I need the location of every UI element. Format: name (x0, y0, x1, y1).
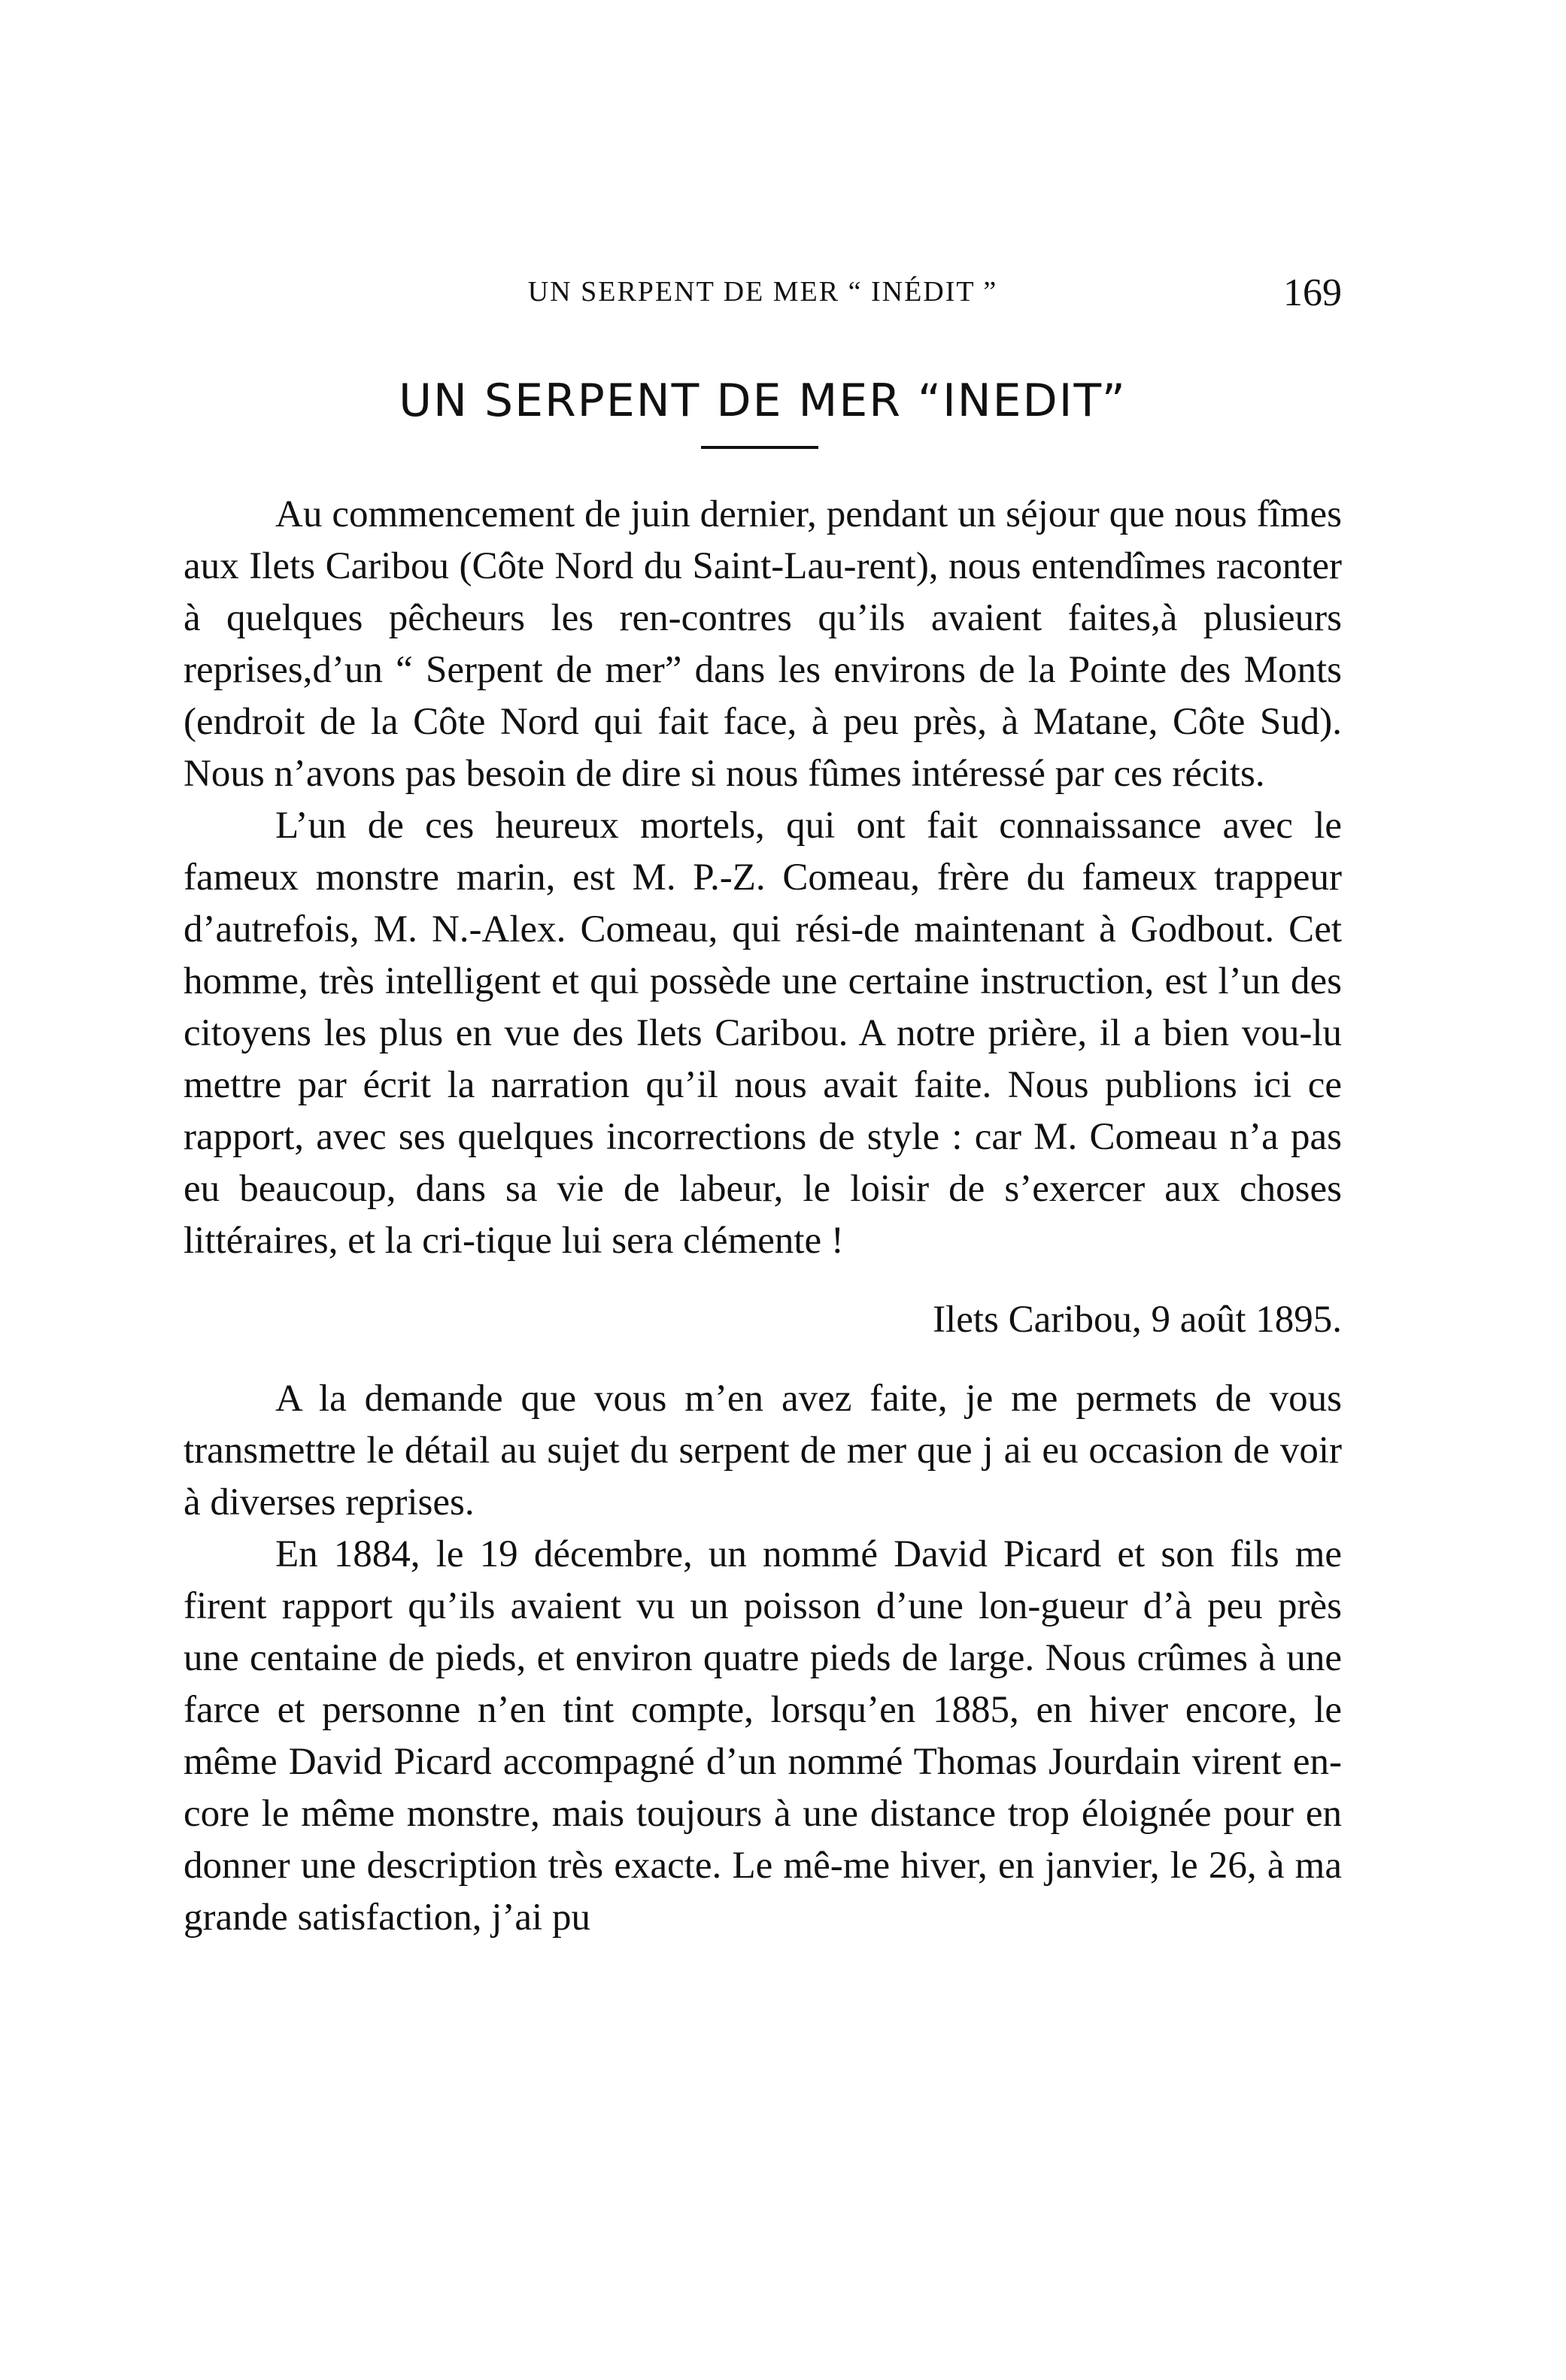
paragraph-comeau: L’un de ces heureux mortels, qui ont fait connaissance avec le fameux monstre marin, est M. P.-Z. Comeau, frère du fameux trappeur d’autrefois, M. N.-Alex. Comeau, qui rési-de maintenant à Godbout. Cet homme, très intelligent et qui possède une certaine instruction, est l’un des citoyens les plus en vue des Ilets Caribou. A notre prière, il a bien vou-lu mettre par écrit la narration qu’il nous avait faite. Nous publions ici ce rapport, avec ses quelques incorrections de style : car M. Comeau n’a pas eu beaucoup, dans sa vie de labeur, le loisir de s’exercer aux choses littéraires, et la cri-tique lui sera clémente ! (184, 805, 1342, 1262)
paragraph-intro: Au commencement de juin dernier, pendant un séjour que nous fîmes aux Ilets Caribou (Côte Nord du Saint-Lau-rent), nous entendîmes raconter à quelques pêcheurs les ren-contres qu’ils avaient faites,à plusieurs reprises,d’un “ Serpent de mer” dans les environs de la Pointe des Monts (endroit de la Côte Nord qui fait face, à peu près, à Matane, Côte Sud). Nous n’avons pas besoin de dire si nous fûmes intéressé par ces récits. (184, 493, 1342, 795)
running-header (184, 271, 1342, 316)
article-title: UN SERPENT DE MER “INEDIT” (399, 374, 1127, 428)
running-title: UN SERPENT DE MER “ INÉDIT ” (527, 276, 998, 308)
page-number: 169 (1283, 271, 1342, 314)
letter-dateline: Ilets Caribou, 9 août 1895. (933, 1299, 1342, 1341)
title-rule (701, 446, 818, 449)
letter-paragraph-request: A la demande que vous m’en avez faite, je me permets de vous transmettre le détail au sujet du serpent de mer que j ai eu occasion de voir à diverses reprises. (184, 1378, 1342, 1524)
letter-paragraph-sightings: En 1884, le 19 décembre, un nommé David Picard et son fils me firent rapport qu’ils avaient vu un poisson d’une lon-gueur d’à peu près une centaine de pieds, et environ quatre pieds de large. Nous crûmes à une farce et personne n’en tint compte, lorsqu’en 1885, en hiver encore, le même David Picard accompagné d’un nommé Thomas Jourdain virent en-core le même monstre, mais toujours à une distance trop éloignée pour en donner une description très exacte. Le mê-me hiver, en janvier, le 26, à ma grande satisfaction, j’ai pu (184, 1533, 1342, 1939)
article-body (184, 489, 1342, 1944)
